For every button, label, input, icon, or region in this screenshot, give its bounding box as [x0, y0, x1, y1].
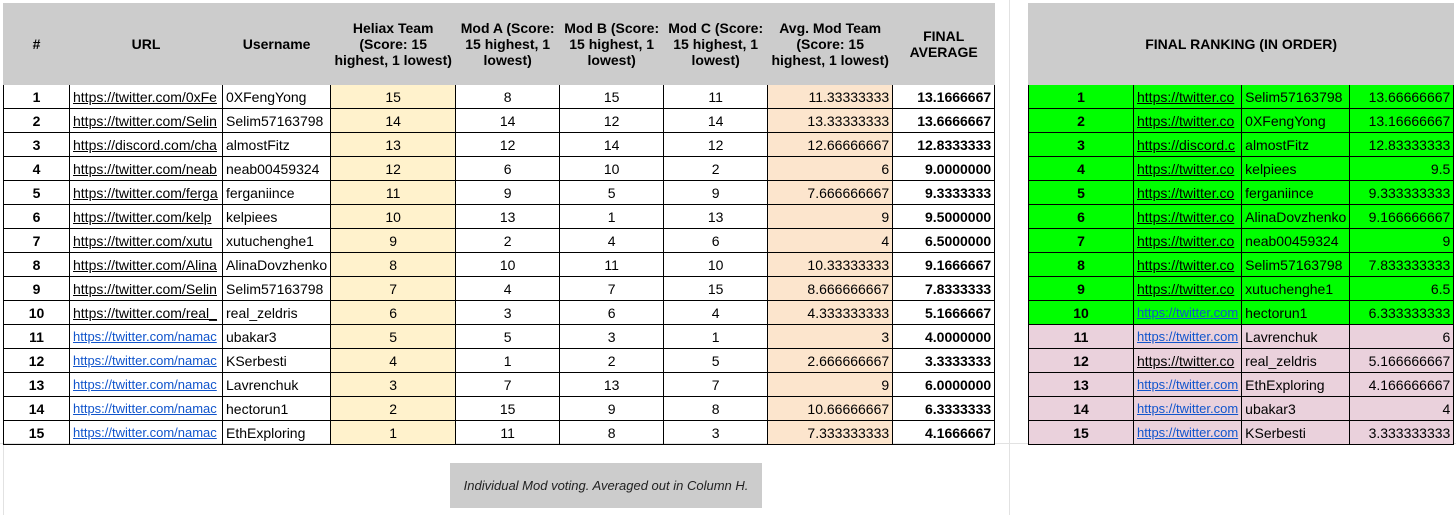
row-index: 7: [4, 229, 70, 253]
heliax-score-cell[interactable]: 6: [331, 301, 456, 325]
final-average-cell[interactable]: 13.1666667: [893, 85, 995, 109]
avg-mod-score-cell[interactable]: 9: [768, 205, 893, 229]
ranking-url-link[interactable]: https://twitter.co: [1134, 205, 1242, 229]
row-index: 9: [4, 277, 70, 301]
row-index: 12: [4, 349, 70, 373]
username-cell[interactable]: Selim57163798: [223, 109, 331, 133]
url-link[interactable]: https://twitter.com/neab: [70, 157, 223, 181]
table-row: [4, 133, 995, 157]
mod-a-score-cell[interactable]: 3: [456, 301, 560, 325]
header-index: #: [4, 4, 70, 85]
ranking-username[interactable]: Selim57163798: [1242, 253, 1350, 277]
username-cell[interactable]: KSerbesti: [223, 349, 331, 373]
table-row: [4, 349, 995, 373]
username-cell[interactable]: EthExploring: [223, 421, 331, 445]
table-row: [4, 325, 995, 349]
mod-b-score-cell[interactable]: 13: [560, 373, 664, 397]
url-link[interactable]: https://twitter.com/namac: [70, 325, 223, 349]
ranking-score[interactable]: 6.333333333: [1350, 301, 1454, 325]
final-average-cell[interactable]: 4.0000000: [893, 325, 995, 349]
avg-mod-score-cell[interactable]: 9: [768, 373, 893, 397]
row-index: 6: [4, 205, 70, 229]
row-index: 10: [4, 301, 70, 325]
row-index: 4: [4, 157, 70, 181]
heliax-score-cell[interactable]: 2: [331, 397, 456, 421]
url-link[interactable]: https://twitter.com/Alina: [70, 253, 223, 277]
mod-a-score-cell[interactable]: 6: [456, 157, 560, 181]
url-link[interactable]: https://twitter.com/xutu: [70, 229, 223, 253]
table-row: [4, 253, 995, 277]
mod-b-score-cell[interactable]: 14: [560, 133, 664, 157]
username-cell[interactable]: AlinaDovzhenko: [223, 253, 331, 277]
heliax-score-cell[interactable]: 11: [331, 181, 456, 205]
header-mod-b: Mod B (Score: 15 highest, 1 lowest): [560, 4, 664, 85]
final-ranking-table: [1028, 3, 1454, 445]
row-index: 11: [4, 325, 70, 349]
mod-c-score-cell[interactable]: 10: [664, 253, 768, 277]
url-link[interactable]: https://twitter.com/ferga: [70, 181, 223, 205]
ranking-score[interactable]: 13.66666667: [1350, 85, 1454, 109]
ranking-username[interactable]: almostFitz: [1242, 133, 1350, 157]
ranking-position: 11: [1029, 325, 1134, 349]
heliax-score-cell[interactable]: 5: [331, 325, 456, 349]
ranking-header-row: [1029, 4, 1454, 85]
table-row: [4, 109, 995, 133]
mod-c-score-cell[interactable]: 3: [664, 421, 768, 445]
mod-a-score-cell[interactable]: 5: [456, 325, 560, 349]
heliax-score-cell[interactable]: 14: [331, 109, 456, 133]
ranking-position: 4: [1029, 157, 1134, 181]
heliax-score-cell[interactable]: 8: [331, 253, 456, 277]
url-link[interactable]: https://twitter.com/Selin: [70, 109, 223, 133]
username-cell[interactable]: Selim57163798: [223, 277, 331, 301]
mod-a-score-cell[interactable]: 12: [456, 133, 560, 157]
mod-b-score-cell[interactable]: 1: [560, 205, 664, 229]
url-link[interactable]: https://twitter.com/Selin: [70, 277, 223, 301]
avg-mod-score-cell[interactable]: 7.666666667: [768, 181, 893, 205]
mod-b-score-cell[interactable]: 9: [560, 397, 664, 421]
mod-c-score-cell[interactable]: 13: [664, 205, 768, 229]
final-average-cell[interactable]: 3.3333333: [893, 349, 995, 373]
mod-b-score-cell[interactable]: 6: [560, 301, 664, 325]
username-cell[interactable]: neab00459324: [223, 157, 331, 181]
final-average-cell[interactable]: 7.8333333: [893, 277, 995, 301]
avg-mod-score-cell[interactable]: 10.33333333: [768, 253, 893, 277]
ranking-score[interactable]: 12.83333333: [1350, 133, 1454, 157]
ranking-position: 3: [1029, 133, 1134, 157]
header-final-ranking: FINAL RANKING (IN ORDER): [1029, 4, 1454, 85]
url-link[interactable]: https://twitter.com/real_: [70, 301, 223, 325]
ranking-url-link[interactable]: https://discord.c: [1134, 133, 1242, 157]
ranking-score[interactable]: 6: [1350, 325, 1454, 349]
mod-c-score-cell[interactable]: 6: [664, 229, 768, 253]
mod-a-score-cell[interactable]: 8: [456, 85, 560, 109]
row-index: 3: [4, 133, 70, 157]
mod-b-score-cell[interactable]: 4: [560, 229, 664, 253]
username-cell[interactable]: 0XFengYong: [223, 85, 331, 109]
mod-b-score-cell[interactable]: 3: [560, 325, 664, 349]
row-index: 13: [4, 373, 70, 397]
ranking-username[interactable]: ubakar3: [1242, 397, 1350, 421]
ranking-username[interactable]: EthExploring: [1242, 373, 1350, 397]
ranking-url-link[interactable]: https://twitter.com: [1134, 301, 1242, 325]
ranking-username[interactable]: Lavrenchuk: [1242, 325, 1350, 349]
avg-mod-score-cell[interactable]: 10.66666667: [768, 397, 893, 421]
mod-c-score-cell[interactable]: 14: [664, 109, 768, 133]
mod-c-score-cell[interactable]: 1: [664, 325, 768, 349]
mod-c-score-cell[interactable]: 12: [664, 133, 768, 157]
final-average-cell[interactable]: 9.0000000: [893, 157, 995, 181]
ranking-url-link[interactable]: https://twitter.co: [1134, 85, 1242, 109]
ranking-url-link[interactable]: https://twitter.com: [1134, 421, 1242, 445]
ranking-position: 8: [1029, 253, 1134, 277]
username-cell[interactable]: Lavrenchuk: [223, 373, 331, 397]
sheet-gridline: [3, 443, 4, 515]
ranking-url-link[interactable]: https://twitter.com: [1134, 397, 1242, 421]
table-row: [4, 181, 995, 205]
ranking-position: 9: [1029, 277, 1134, 301]
avg-mod-score-cell[interactable]: 11.33333333: [768, 85, 893, 109]
mod-b-score-cell[interactable]: 5: [560, 181, 664, 205]
url-link[interactable]: https://twitter.com/namac: [70, 373, 223, 397]
ranking-url-link[interactable]: https://twitter.co: [1134, 109, 1242, 133]
ranking-url-link[interactable]: https://twitter.co: [1134, 253, 1242, 277]
ranking-score[interactable]: 4: [1350, 397, 1454, 421]
ranking-username[interactable]: xutuchenghe1: [1242, 277, 1350, 301]
avg-mod-score-cell[interactable]: 13.33333333: [768, 109, 893, 133]
username-cell[interactable]: hectorun1: [223, 397, 331, 421]
mod-c-score-cell[interactable]: 5: [664, 349, 768, 373]
mod-a-score-cell[interactable]: 10: [456, 253, 560, 277]
ranking-position: 1: [1029, 85, 1134, 109]
mod-a-score-cell[interactable]: 7: [456, 373, 560, 397]
header-heliax-team: Heliax Team (Score: 15 highest, 1 lowest): [331, 4, 456, 85]
note-cell[interactable]: Individual Mod voting. Averaged out in Column H.: [450, 463, 762, 508]
ranking-row: [1029, 229, 1454, 253]
ranking-score[interactable]: 7.833333333: [1350, 253, 1454, 277]
url-link[interactable]: https://twitter.com/namac: [70, 397, 223, 421]
ranking-username[interactable]: real_zeldris: [1242, 349, 1350, 373]
ranking-score[interactable]: 6.5: [1350, 277, 1454, 301]
mod-a-score-cell[interactable]: 15: [456, 397, 560, 421]
row-index: 15: [4, 421, 70, 445]
mod-b-score-cell[interactable]: 7: [560, 277, 664, 301]
header-final-average: FINAL AVERAGE: [893, 4, 995, 85]
mod-c-score-cell[interactable]: 8: [664, 397, 768, 421]
ranking-row: [1029, 109, 1454, 133]
mod-a-score-cell[interactable]: 13: [456, 205, 560, 229]
url-link[interactable]: https://discord.com/cha: [70, 133, 223, 157]
final-average-cell[interactable]: 9.3333333: [893, 181, 995, 205]
heliax-score-cell[interactable]: 7: [331, 277, 456, 301]
ranking-row: [1029, 373, 1454, 397]
avg-mod-score-cell[interactable]: 3: [768, 325, 893, 349]
row-index: 2: [4, 109, 70, 133]
avg-mod-score-cell[interactable]: 4: [768, 229, 893, 253]
mod-c-score-cell[interactable]: 15: [664, 277, 768, 301]
final-average-cell[interactable]: 13.6666667: [893, 109, 995, 133]
ranking-row: [1029, 301, 1454, 325]
ranking-position: 7: [1029, 229, 1134, 253]
ranking-url-link[interactable]: https://twitter.co: [1134, 349, 1242, 373]
header-url: URL: [70, 4, 223, 85]
heliax-score-cell[interactable]: 3: [331, 373, 456, 397]
ranking-row: [1029, 277, 1454, 301]
final-average-cell[interactable]: 6.3333333: [893, 397, 995, 421]
ranking-score[interactable]: 5.166666667: [1350, 349, 1454, 373]
ranking-position: 10: [1029, 301, 1134, 325]
ranking-score[interactable]: 3.333333333: [1350, 421, 1454, 445]
ranking-row: [1029, 421, 1454, 445]
ranking-username[interactable]: hectorun1: [1242, 301, 1350, 325]
ranking-position: 12: [1029, 349, 1134, 373]
mod-a-score-cell[interactable]: 14: [456, 109, 560, 133]
mod-a-score-cell[interactable]: 9: [456, 181, 560, 205]
mod-a-score-cell[interactable]: 1: [456, 349, 560, 373]
header-row: [4, 4, 995, 85]
url-link[interactable]: https://twitter.com/namac: [70, 349, 223, 373]
final-average-cell[interactable]: 5.1666667: [893, 301, 995, 325]
table-row: [4, 421, 995, 445]
heliax-score-cell[interactable]: 1: [331, 421, 456, 445]
mod-b-score-cell[interactable]: 2: [560, 349, 664, 373]
ranking-position: 5: [1029, 181, 1134, 205]
ranking-username[interactable]: 0XFengYong: [1242, 109, 1350, 133]
table-row: [4, 397, 995, 421]
mod-a-score-cell[interactable]: 4: [456, 277, 560, 301]
mod-c-score-cell[interactable]: 2: [664, 157, 768, 181]
mod-a-score-cell[interactable]: 2: [456, 229, 560, 253]
avg-mod-score-cell[interactable]: 6: [768, 157, 893, 181]
mod-c-score-cell[interactable]: 11: [664, 85, 768, 109]
final-average-cell[interactable]: 4.1666667: [893, 421, 995, 445]
heliax-score-cell[interactable]: 10: [331, 205, 456, 229]
ranking-url-link[interactable]: https://twitter.com: [1134, 373, 1242, 397]
ranking-row: [1029, 205, 1454, 229]
table-row: [4, 157, 995, 181]
ranking-score[interactable]: 9: [1350, 229, 1454, 253]
ranking-position: 6: [1029, 205, 1134, 229]
ranking-url-link[interactable]: https://twitter.co: [1134, 229, 1242, 253]
ranking-row: [1029, 349, 1454, 373]
ranking-row: [1029, 85, 1454, 109]
username-cell[interactable]: ubakar3: [223, 325, 331, 349]
ranking-position: 13: [1029, 373, 1134, 397]
ranking-url-link[interactable]: https://twitter.co: [1134, 277, 1242, 301]
mod-b-score-cell[interactable]: 12: [560, 109, 664, 133]
avg-mod-score-cell[interactable]: 4.333333333: [768, 301, 893, 325]
ranking-score[interactable]: 4.166666667: [1350, 373, 1454, 397]
table-row: [4, 373, 995, 397]
mod-b-score-cell[interactable]: 8: [560, 421, 664, 445]
mod-c-score-cell[interactable]: 7: [664, 373, 768, 397]
ranking-url-link[interactable]: https://twitter.co: [1134, 157, 1242, 181]
ranking-url-link[interactable]: https://twitter.co: [1134, 181, 1242, 205]
heliax-score-cell[interactable]: 13: [331, 133, 456, 157]
final-average-cell[interactable]: 12.8333333: [893, 133, 995, 157]
final-average-cell[interactable]: 6.5000000: [893, 229, 995, 253]
table-row: [4, 229, 995, 253]
username-cell[interactable]: kelpiees: [223, 205, 331, 229]
ranking-row: [1029, 157, 1454, 181]
table-row: [4, 205, 995, 229]
avg-mod-score-cell[interactable]: 8.666666667: [768, 277, 893, 301]
heliax-score-cell[interactable]: 12: [331, 157, 456, 181]
ranking-row: [1029, 133, 1454, 157]
url-link[interactable]: https://twitter.com/0xFe: [70, 85, 223, 109]
ranking-username[interactable]: neab00459324: [1242, 229, 1350, 253]
username-cell[interactable]: almostFitz: [223, 133, 331, 157]
ranking-username[interactable]: AlinaDovzhenko: [1242, 205, 1350, 229]
ranking-url-link[interactable]: https://twitter.com: [1134, 325, 1242, 349]
ranking-username[interactable]: KSerbesti: [1242, 421, 1350, 445]
table-row: [4, 85, 995, 109]
mod-b-score-cell[interactable]: 10: [560, 157, 664, 181]
final-average-cell[interactable]: 6.0000000: [893, 373, 995, 397]
mod-a-score-cell[interactable]: 11: [456, 421, 560, 445]
row-index: 1: [4, 85, 70, 109]
username-cell[interactable]: real_zeldris: [223, 301, 331, 325]
heliax-score-cell[interactable]: 15: [331, 85, 456, 109]
avg-mod-score-cell[interactable]: 7.333333333: [768, 421, 893, 445]
ranking-username[interactable]: kelpiees: [1242, 157, 1350, 181]
avg-mod-score-cell[interactable]: 12.66666667: [768, 133, 893, 157]
username-cell[interactable]: xutuchenghe1: [223, 229, 331, 253]
table-row: [4, 301, 995, 325]
heliax-score-cell[interactable]: 4: [331, 349, 456, 373]
mod-c-score-cell[interactable]: 4: [664, 301, 768, 325]
ranking-score[interactable]: 9.166666667: [1350, 205, 1454, 229]
header-mod-a: Mod A (Score: 15 highest, 1 lowest): [456, 4, 560, 85]
header-avg-mod-team: Avg. Mod Team (Score: 15 highest, 1 lowest): [768, 4, 893, 85]
final-average-cell[interactable]: 9.5000000: [893, 205, 995, 229]
final-average-cell[interactable]: 9.1666667: [893, 253, 995, 277]
table-row: [4, 277, 995, 301]
scores-table: [3, 3, 995, 445]
ranking-position: 14: [1029, 397, 1134, 421]
ranking-username[interactable]: ferganiince: [1242, 181, 1350, 205]
row-index: 8: [4, 253, 70, 277]
ranking-position: 2: [1029, 109, 1134, 133]
ranking-username[interactable]: Selim57163798: [1242, 85, 1350, 109]
ranking-row: [1029, 181, 1454, 205]
row-index: 5: [4, 181, 70, 205]
ranking-score[interactable]: 9.333333333: [1350, 181, 1454, 205]
header-mod-c: Mod C (Score: 15 highest, 1 lowest): [664, 4, 768, 85]
ranking-score[interactable]: 13.16666667: [1350, 109, 1454, 133]
ranking-row: [1029, 325, 1454, 349]
row-index: 14: [4, 397, 70, 421]
ranking-score[interactable]: 9.5: [1350, 157, 1454, 181]
ranking-row: [1029, 253, 1454, 277]
mod-b-score-cell[interactable]: 15: [560, 85, 664, 109]
username-cell[interactable]: ferganiince: [223, 181, 331, 205]
ranking-row: [1029, 397, 1454, 421]
mod-c-score-cell[interactable]: 9: [664, 181, 768, 205]
url-link[interactable]: https://twitter.com/namac: [70, 421, 223, 445]
avg-mod-score-cell[interactable]: 2.666666667: [768, 349, 893, 373]
ranking-position: 15: [1029, 421, 1134, 445]
heliax-score-cell[interactable]: 9: [331, 229, 456, 253]
sheet-gridline: [1009, 0, 1010, 515]
header-username: Username: [223, 4, 331, 85]
url-link[interactable]: https://twitter.com/kelp: [70, 205, 223, 229]
mod-b-score-cell[interactable]: 11: [560, 253, 664, 277]
